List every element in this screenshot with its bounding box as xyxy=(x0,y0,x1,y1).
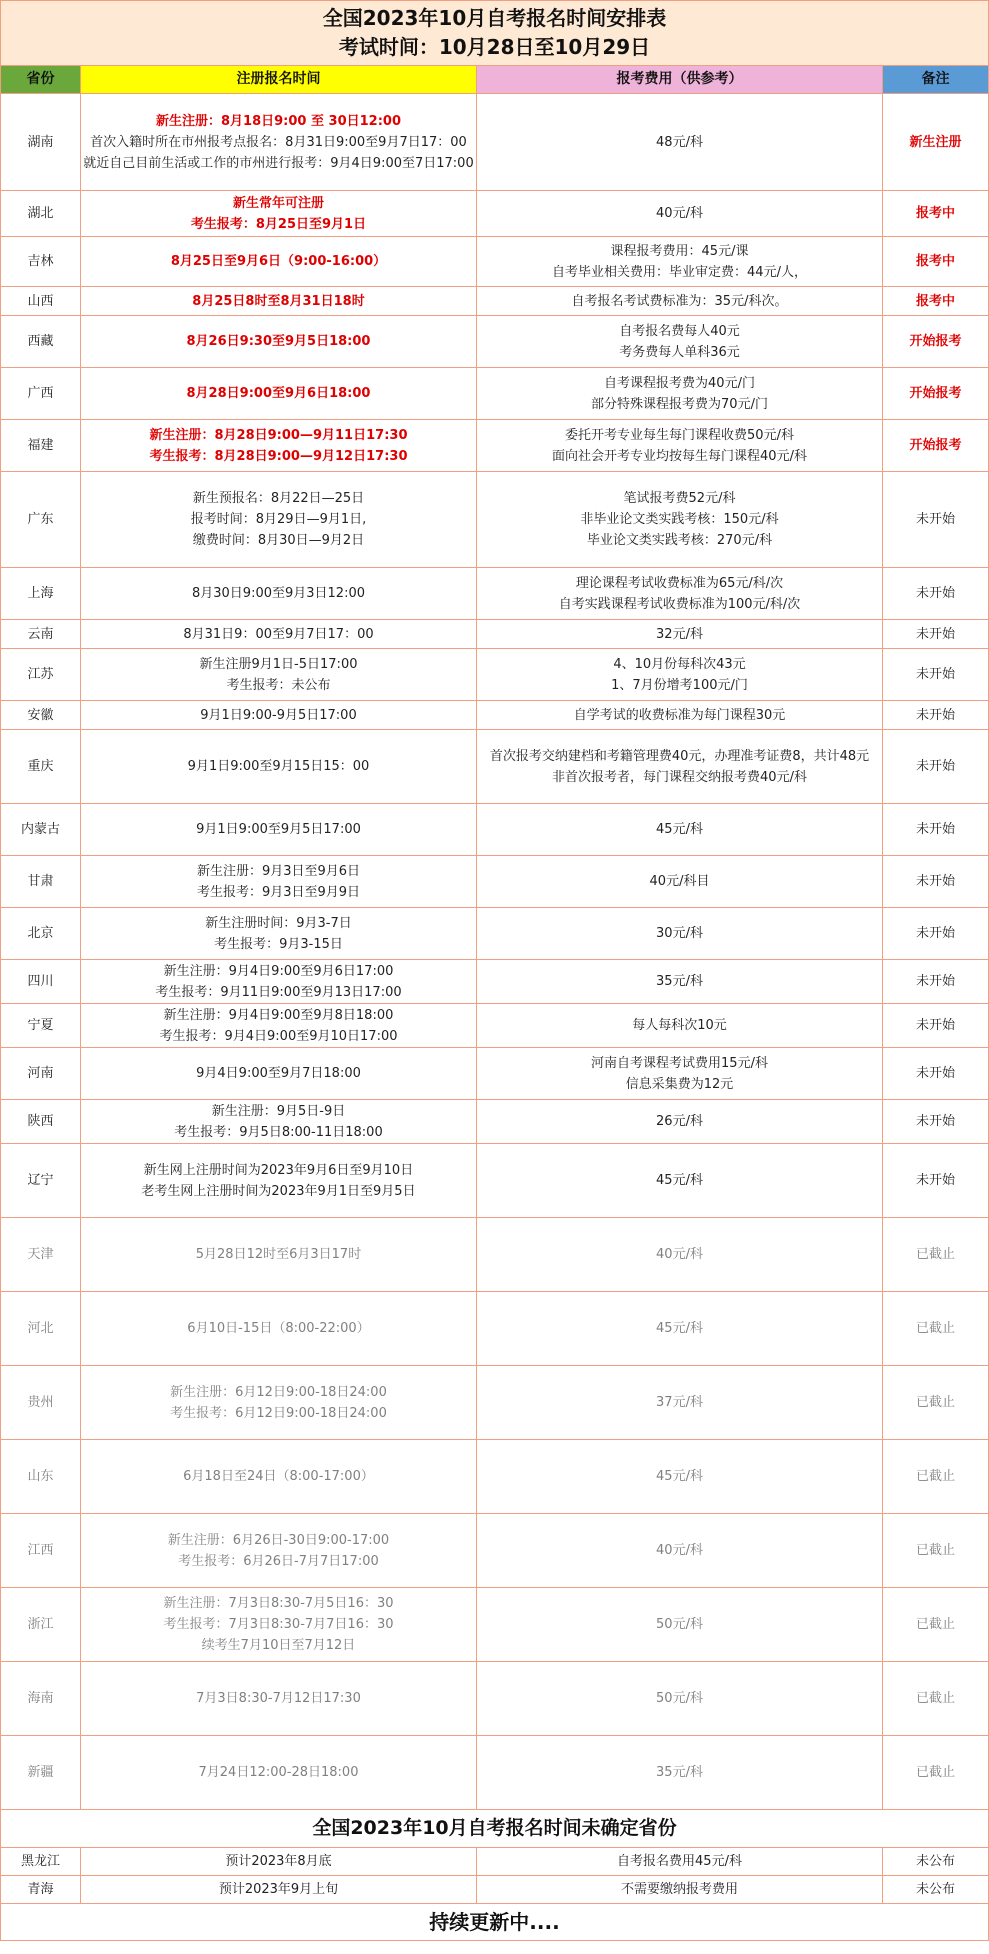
cell-line: 自考报名考试费标准为：35元/科次。 xyxy=(571,293,788,309)
registration-time-cell xyxy=(81,1736,477,1810)
province-cell: 安徽 xyxy=(1,701,81,730)
fee-cell xyxy=(477,620,883,649)
footer-text: 持续更新中.... xyxy=(1,1904,989,1941)
table-row xyxy=(1,1588,989,1662)
cell-line: 部分特殊课程报考费为70元/门 xyxy=(591,396,768,412)
title-row xyxy=(1,1,989,66)
fee-cell xyxy=(477,191,883,237)
registration-time-cell xyxy=(81,1588,477,1662)
table-row xyxy=(1,1292,989,1366)
registration-time-cell xyxy=(81,1440,477,1514)
province-cell: 福建 xyxy=(1,420,81,472)
province-cell: 湖南 xyxy=(1,94,81,191)
table-row xyxy=(1,804,989,856)
cell-line: 面向社会开考专业均按每生每门课程40元/科 xyxy=(552,448,807,464)
province-cell: 宁夏 xyxy=(1,1004,81,1048)
table-row xyxy=(1,1100,989,1144)
table-row xyxy=(1,1440,989,1514)
registration-time-cell xyxy=(81,94,477,191)
registration-time-cell xyxy=(81,1048,477,1100)
cell-line: 40元/科 xyxy=(656,1247,703,1262)
cell-line: 新生注册：9月4日9:00至9月8日18:00 xyxy=(163,1007,394,1023)
registration-time-cell xyxy=(81,316,477,368)
cell-line: 新生注册：9月3日至9月6日 xyxy=(196,863,361,879)
cell-line: 35元/科 xyxy=(656,974,703,989)
cell-line: 考生报考：8月25日至9月1日 xyxy=(190,216,367,232)
fee-cell xyxy=(477,804,883,856)
status-badge: 未开始 xyxy=(883,1144,989,1218)
fee-cell xyxy=(477,472,883,568)
fee-cell xyxy=(477,94,883,191)
cell-line: 非首次报考者，每门课程交纳报考费40元/科 xyxy=(552,769,807,785)
cell-line: 8月25日至9月6日（9:00-16:00） xyxy=(170,254,387,269)
status-badge: 开始报考 xyxy=(883,420,989,472)
page-title xyxy=(1,1,989,66)
cell-line: 首次入籍时所在市州报考点报名：8月31日9:00至9月7日17：00 xyxy=(90,134,467,150)
table-row xyxy=(1,568,989,620)
fee-cell xyxy=(477,908,883,960)
cell-line: 4、10月份每科次43元 xyxy=(613,656,746,672)
cell-line: 40元/科 xyxy=(656,206,703,221)
registration-time-cell xyxy=(81,237,477,287)
province-cell: 贵州 xyxy=(1,1366,81,1440)
province-cell: 陕西 xyxy=(1,1100,81,1144)
province-cell: 辽宁 xyxy=(1,1144,81,1218)
cell-line: 6月10日-15日（8:00-22:00） xyxy=(187,1321,370,1336)
table-row xyxy=(1,420,989,472)
table-row xyxy=(1,1218,989,1292)
status-badge: 未开始 xyxy=(883,960,989,1004)
cell-line: 7月24日12:00-28日18:00 xyxy=(198,1765,359,1780)
registration-time-cell xyxy=(81,804,477,856)
registration-time-cell xyxy=(81,1366,477,1440)
province-cell: 湖北 xyxy=(1,191,81,237)
fee-cell xyxy=(477,1100,883,1144)
fee-cell xyxy=(477,1218,883,1292)
table-row xyxy=(1,1366,989,1440)
fee-cell xyxy=(477,568,883,620)
title-line-1: 全国2023年10月自考报名时间安排表 xyxy=(322,6,667,30)
table-row xyxy=(1,856,989,908)
registration-time-cell xyxy=(81,472,477,568)
province-cell: 天津 xyxy=(1,1218,81,1292)
undetermined-title: 全国2023年10月自考报名时间未确定省份 xyxy=(1,1810,989,1848)
cell-line: 37元/科 xyxy=(656,1395,703,1410)
cell-line: 自考课程报考费为40元/门 xyxy=(604,375,755,391)
status-badge: 新生注册 xyxy=(883,94,989,191)
province-cell: 上海 xyxy=(1,568,81,620)
status-badge: 未开始 xyxy=(883,1004,989,1048)
cell-line: 考务费每人单科36元 xyxy=(619,344,740,360)
cell-line: 新生预报名：8月22日—25日 xyxy=(192,491,365,506)
registration-time-cell xyxy=(81,1004,477,1048)
province-cell: 江西 xyxy=(1,1514,81,1588)
header-note: 备注 xyxy=(883,66,989,94)
cell-line: 新生注册：6月12日9:00-18日24:00 xyxy=(170,1384,387,1400)
cell-line: 自考报名费每人40元 xyxy=(619,323,740,339)
status-badge: 开始报考 xyxy=(883,316,989,368)
footer-row xyxy=(1,1904,989,1941)
time-cell: 预计2023年9月上旬 xyxy=(81,1876,477,1904)
registration-time-cell xyxy=(81,368,477,420)
cell-line: 8月26日9:30至9月5日18:00 xyxy=(186,334,371,349)
fee-cell xyxy=(477,1588,883,1662)
cell-line: 8月25日8时至8月31日18时 xyxy=(192,293,365,309)
registration-time-cell xyxy=(81,1218,477,1292)
province-cell: 内蒙古 xyxy=(1,804,81,856)
cell-line: 9月4日9:00至9月7日18:00 xyxy=(196,1066,361,1081)
cell-line: 新生注册：6月26日-30日9:00-17:00 xyxy=(167,1532,390,1548)
cell-line: 非毕业论文类实践考核：150元/科 xyxy=(580,512,779,527)
province-cell: 河南 xyxy=(1,1048,81,1100)
fee-cell xyxy=(477,649,883,701)
cell-line: 40元/科 xyxy=(656,1543,703,1558)
table-row xyxy=(1,960,989,1004)
status-badge: 已截止 xyxy=(883,1588,989,1662)
status-badge: 未开始 xyxy=(883,804,989,856)
registration-time-cell xyxy=(81,730,477,804)
province-cell: 西藏 xyxy=(1,316,81,368)
registration-time-cell xyxy=(81,856,477,908)
note-cell: 未公布 xyxy=(883,1876,989,1904)
cell-line: 考生报考：9月5日8:00-11日18:00 xyxy=(174,1124,383,1140)
table-row xyxy=(1,730,989,804)
cell-line: 40元/科目 xyxy=(649,874,710,889)
header-province: 省份 xyxy=(1,66,81,94)
cell-line: 续考生7月10日至7月12日 xyxy=(201,1638,356,1653)
cell-line: 考生报考：6月26日-7月7日17:00 xyxy=(178,1553,379,1569)
fee-cell xyxy=(477,368,883,420)
province-cell: 云南 xyxy=(1,620,81,649)
cell-line: 委托开考专业每生每门课程收费50元/科 xyxy=(565,427,794,443)
fee-cell xyxy=(477,420,883,472)
title-line-2: 考试时间：10月28日至10月29日 xyxy=(338,35,651,59)
registration-time-cell xyxy=(81,287,477,316)
cell-line: 50元/科 xyxy=(656,1691,703,1706)
cell-line: 考生报考：9月11日9:00至9月13日17:00 xyxy=(155,984,402,1000)
fee-cell xyxy=(477,1366,883,1440)
cell-line: 考生报考：7月3日8:30-7月7日16：30 xyxy=(163,1617,394,1632)
cell-line: 新生常年可注册 xyxy=(232,195,324,211)
cell-line: 8月31日9：00至9月7日17：00 xyxy=(183,626,374,642)
table-row xyxy=(1,237,989,287)
header-registration-time: 注册报名时间 xyxy=(81,66,477,94)
status-badge: 未开始 xyxy=(883,701,989,730)
table-row xyxy=(1,1848,989,1876)
status-badge: 未开始 xyxy=(883,472,989,568)
fee-cell xyxy=(477,1004,883,1048)
fee-cell xyxy=(477,1514,883,1588)
table-row xyxy=(1,1144,989,1218)
cell-line: 考生报考：未公布 xyxy=(226,677,331,693)
province-cell: 吉林 xyxy=(1,237,81,287)
status-badge: 未开始 xyxy=(883,649,989,701)
table-row xyxy=(1,191,989,237)
registration-time-cell xyxy=(81,701,477,730)
cell-line: 就近自己目前生活或工作的市州进行报考：9月4日9:00至7日17:00 xyxy=(83,155,474,171)
status-badge: 开始报考 xyxy=(883,368,989,420)
cell-line: 新生注册时间：9月3-7日 xyxy=(205,915,352,931)
fee-cell xyxy=(477,730,883,804)
cell-line: 考生报考：9月3-15日 xyxy=(214,936,343,952)
table-row xyxy=(1,649,989,701)
cell-line: 考生报考：8月28日9:00—9月12日17:30 xyxy=(149,448,408,464)
status-badge: 未开始 xyxy=(883,568,989,620)
registration-time-cell xyxy=(81,960,477,1004)
status-badge: 未开始 xyxy=(883,620,989,649)
cell-line: 26元/科 xyxy=(656,1114,703,1129)
cell-line: 50元/科 xyxy=(656,1617,703,1632)
cell-line: 理论课程考试收费标准为65元/科/次 xyxy=(575,575,784,591)
cell-line: 48元/科 xyxy=(656,134,703,150)
cell-line: 考生报考：9月4日9:00至9月10日17:00 xyxy=(159,1028,398,1044)
cell-line: 新生注册：9月4日9:00至9月6日17:00 xyxy=(163,963,394,979)
cell-line: 1、7月份增考100元/门 xyxy=(611,677,748,693)
province-cell: 黑龙江 xyxy=(1,1848,81,1876)
cell-line: 毕业论文类实践考核：270元/科 xyxy=(586,533,773,548)
header-row xyxy=(1,66,989,94)
cell-line: 9月1日9:00至9月15日15：00 xyxy=(187,759,370,774)
fee-cell xyxy=(477,1736,883,1810)
cell-line: 每人每科次10元 xyxy=(632,1018,727,1033)
cell-line: 35元/科 xyxy=(656,1765,703,1780)
status-badge: 已截止 xyxy=(883,1366,989,1440)
fee-cell xyxy=(477,316,883,368)
status-badge: 已截止 xyxy=(883,1292,989,1366)
province-cell: 青海 xyxy=(1,1876,81,1904)
province-cell: 海南 xyxy=(1,1662,81,1736)
province-cell: 山西 xyxy=(1,287,81,316)
header-fee: 报考费用（供参考） xyxy=(477,66,883,94)
status-badge: 已截止 xyxy=(883,1218,989,1292)
province-cell: 广西 xyxy=(1,368,81,420)
fee-cell xyxy=(477,287,883,316)
registration-time-cell xyxy=(81,191,477,237)
status-badge: 未开始 xyxy=(883,1048,989,1100)
table-row xyxy=(1,701,989,730)
registration-time-cell xyxy=(81,1144,477,1218)
registration-time-cell xyxy=(81,1662,477,1736)
table-row xyxy=(1,472,989,568)
fee-cell xyxy=(477,701,883,730)
time-cell: 预计2023年8月底 xyxy=(81,1848,477,1876)
table-row xyxy=(1,316,989,368)
cell-line: 老考生网上注册时间为2023年9月1日至9月5日 xyxy=(141,1183,416,1199)
cell-line: 考生报考：9月3日至9月9日 xyxy=(196,884,361,900)
province-cell: 北京 xyxy=(1,908,81,960)
fee-cell xyxy=(477,1440,883,1514)
status-badge: 未开始 xyxy=(883,730,989,804)
note-cell: 未公布 xyxy=(883,1848,989,1876)
cell-line: 32元/科 xyxy=(656,626,703,642)
fee-cell xyxy=(477,1292,883,1366)
cell-line: 信息采集费为12元 xyxy=(625,1076,734,1092)
registration-time-cell xyxy=(81,568,477,620)
cell-line: 新生注册9月1日-5日17:00 xyxy=(199,656,358,672)
cell-line: 45元/科 xyxy=(656,1173,703,1188)
fee-cell: 自考报名费用45元/科 xyxy=(477,1848,883,1876)
cell-line: 6月18日至24日（8:00-17:00） xyxy=(183,1469,374,1484)
status-badge: 已截止 xyxy=(883,1736,989,1810)
registration-time-cell xyxy=(81,908,477,960)
status-badge: 已截止 xyxy=(883,1440,989,1514)
status-badge: 未开始 xyxy=(883,856,989,908)
cell-line: 7月3日8:30-7月12日17:30 xyxy=(196,1691,361,1706)
fee-cell xyxy=(477,960,883,1004)
table-row xyxy=(1,1004,989,1048)
province-cell: 河北 xyxy=(1,1292,81,1366)
province-cell: 浙江 xyxy=(1,1588,81,1662)
table-row xyxy=(1,908,989,960)
province-cell: 山东 xyxy=(1,1440,81,1514)
province-cell: 江苏 xyxy=(1,649,81,701)
cell-line: 自考毕业相关费用：毕业审定费：44元/人， xyxy=(552,264,807,280)
registration-time-cell xyxy=(81,1514,477,1588)
cell-line: 45元/科 xyxy=(656,822,703,837)
province-cell: 重庆 xyxy=(1,730,81,804)
table-row xyxy=(1,1514,989,1588)
registration-time-cell xyxy=(81,649,477,701)
cell-line: 河南自考课程考试费用15元/科 xyxy=(591,1055,768,1071)
status-badge: 未开始 xyxy=(883,908,989,960)
cell-line: 8月30日9:00至9月3日12:00 xyxy=(191,586,365,601)
fee-cell xyxy=(477,1144,883,1218)
status-badge: 报考中 xyxy=(883,287,989,316)
table-row xyxy=(1,368,989,420)
province-cell: 甘肃 xyxy=(1,856,81,908)
undetermined-section-row xyxy=(1,1810,989,1848)
table-row xyxy=(1,620,989,649)
cell-line: 新生网上注册时间为2023年9月6日至9月10日 xyxy=(143,1162,414,1178)
status-badge: 已截止 xyxy=(883,1514,989,1588)
table-row xyxy=(1,1662,989,1736)
cell-line: 新生注册：7月3日8:30-7月5日16：30 xyxy=(163,1596,394,1611)
province-cell: 广东 xyxy=(1,472,81,568)
table-row xyxy=(1,1876,989,1904)
cell-line: 课程报考费用：45元/课 xyxy=(610,243,749,259)
cell-line: 新生注册：8月18日9:00 至 30日12:00 xyxy=(156,113,401,129)
fee-cell xyxy=(477,237,883,287)
cell-line: 缴费时间：8月30日—9月2日 xyxy=(192,533,365,548)
cell-line: 45元/科 xyxy=(656,1321,703,1336)
cell-line: 45元/科 xyxy=(656,1469,703,1484)
table-row xyxy=(1,1048,989,1100)
cell-line: 考生报考：6月12日9:00-18日24:00 xyxy=(170,1405,387,1421)
cell-line: 9月1日9:00至9月5日17:00 xyxy=(196,822,361,837)
registration-time-cell xyxy=(81,620,477,649)
cell-line: 笔试报考费52元/科 xyxy=(623,491,736,506)
cell-line: 新生注册：8月28日9:00—9月11日17:30 xyxy=(149,427,408,443)
cell-line: 自考实践课程考试收费标准为100元/科/次 xyxy=(558,596,801,612)
status-badge: 未开始 xyxy=(883,1100,989,1144)
cell-line: 首次报考交纳建档和考籍管理费40元，办理准考证费8，共计48元 xyxy=(489,748,870,764)
cell-line: 5月28日12时至6月3日17时 xyxy=(195,1247,362,1262)
cell-line: 新生注册：9月5日-9日 xyxy=(211,1103,346,1119)
cell-line: 9月1日9:00-9月5日17:00 xyxy=(200,707,357,723)
status-badge: 报考中 xyxy=(883,237,989,287)
status-badge: 已截止 xyxy=(883,1662,989,1736)
province-cell: 新疆 xyxy=(1,1736,81,1810)
registration-time-cell xyxy=(81,420,477,472)
table-row xyxy=(1,287,989,316)
fee-cell xyxy=(477,856,883,908)
table-row xyxy=(1,1736,989,1810)
table-row xyxy=(1,94,989,191)
province-cell: 四川 xyxy=(1,960,81,1004)
cell-line: 8月28日9:00至9月6日18:00 xyxy=(186,386,371,401)
registration-time-cell xyxy=(81,1292,477,1366)
cell-line: 自学考试的收费标准为每门课程30元 xyxy=(573,707,786,723)
cell-line: 30元/科 xyxy=(656,926,703,941)
fee-cell xyxy=(477,1662,883,1736)
registration-time-cell xyxy=(81,1100,477,1144)
fee-cell xyxy=(477,1048,883,1100)
cell-line: 报考时间：8月29日—9月1日, xyxy=(190,512,367,527)
fee-cell: 不需要缴纳报考费用 xyxy=(477,1876,883,1904)
status-badge: 报考中 xyxy=(883,191,989,237)
